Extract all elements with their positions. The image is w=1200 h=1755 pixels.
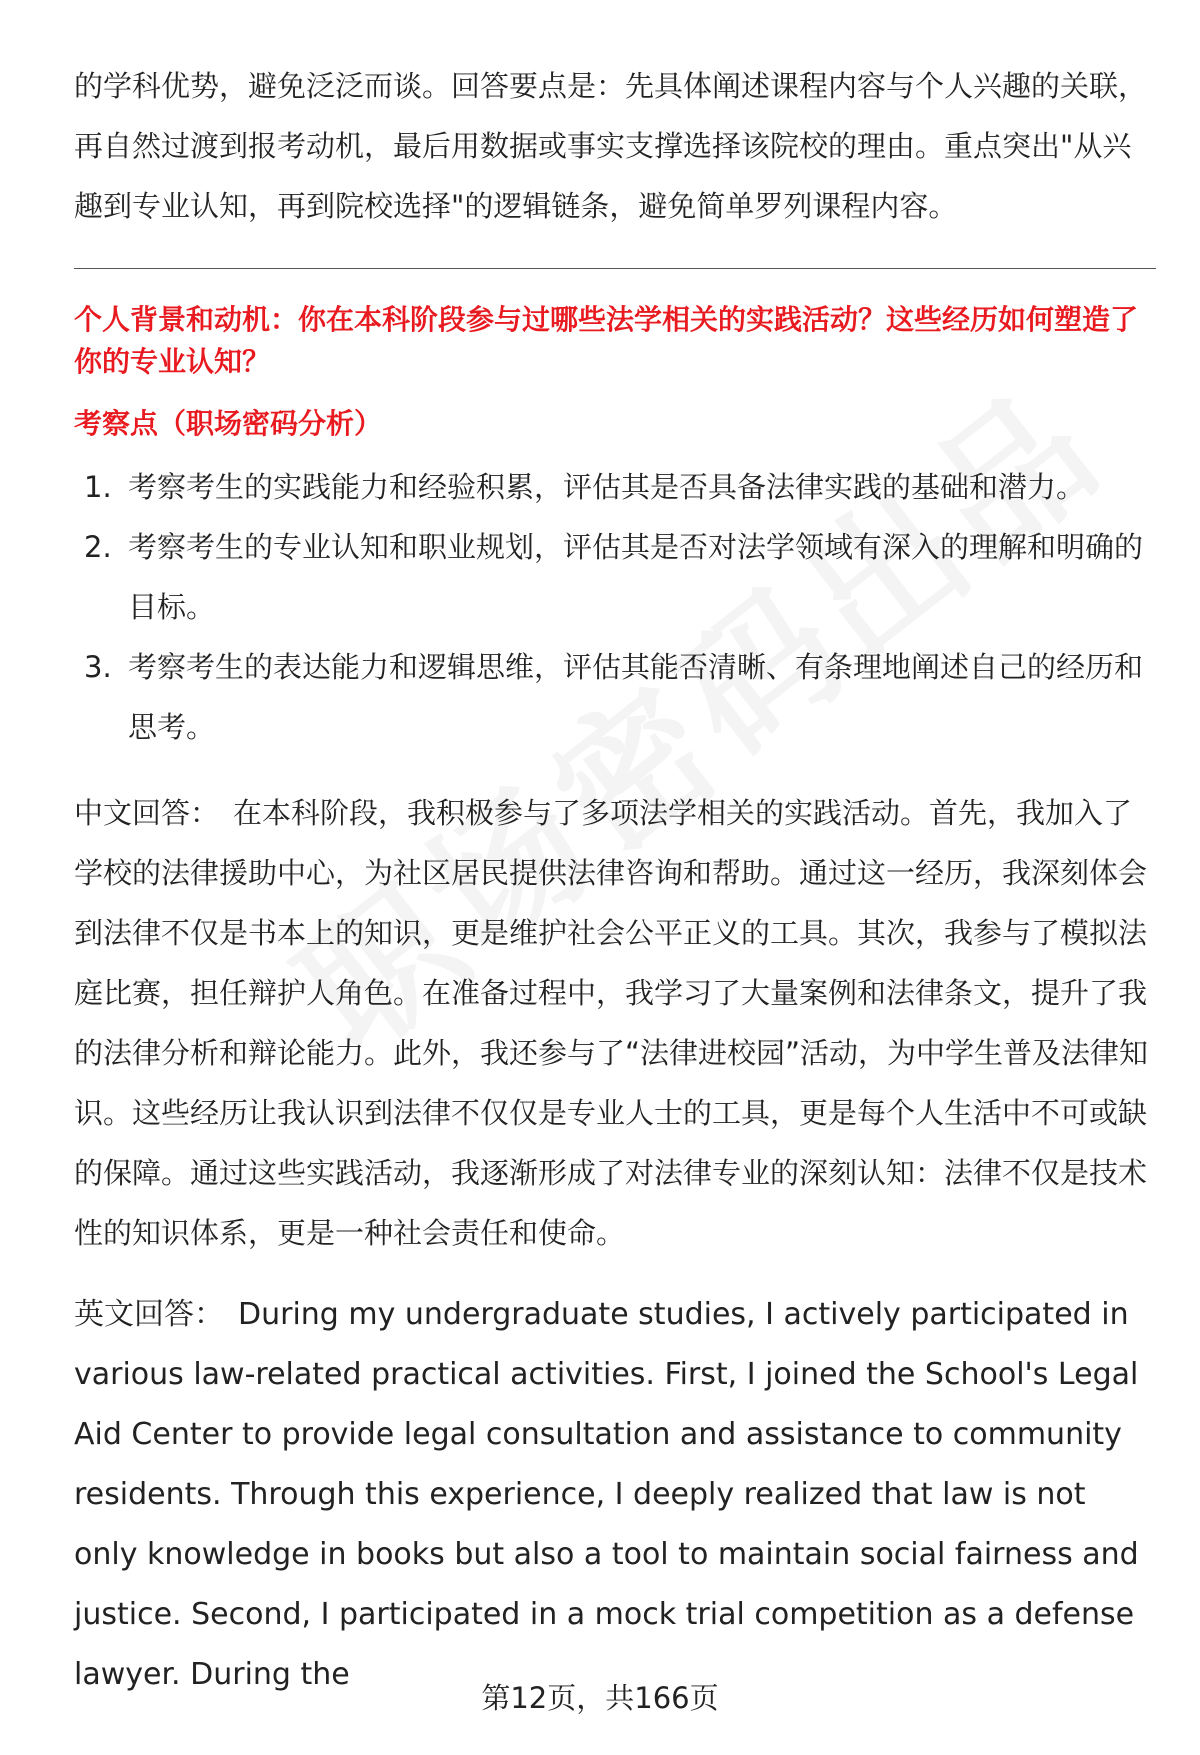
- english-answer-text: During my undergraduate studies, I actively participated in various law-related practical activities. First, I joined the School's Legal Aid Center to provide legal consultation and assistance to community residents. Through this experience, I deeply realized that law is not only knowledge in books but also a tool to maintain social fairness and justice. Second, I participated in a mock trial competition as a defense lawyer. During the: [74, 1297, 1139, 1692]
- assessment-point-text: 考察考生的专业认知和职业规划，评估其是否对法学领域有深入的理解和明确的目标。: [128, 530, 1144, 624]
- chinese-answer: [74, 783, 1156, 1263]
- chinese-answer-label: 中文回答：: [74, 796, 220, 830]
- intro-paragraph: 的学科优势，避免泛泛而谈。回答要点是：先具体阐述课程内容与个人兴趣的关联，再自然过渡到报考动机，最后用数据或事实支撑选择该院校的理由。重点突出"从兴趣到专业认知，再到院校选择"的逻辑链条，避免简单罗列课程内容。: [74, 69, 1148, 223]
- assessment-point: [74, 457, 1156, 517]
- list-number: 3.: [84, 650, 112, 684]
- assessment-point-text: 考察考生的实践能力和经验积累，评估其是否具备法律实践的基础和潜力。: [128, 470, 1086, 504]
- assessment-points-list: [74, 457, 1156, 757]
- page-number-footer: 第12页，共166页: [481, 1681, 719, 1715]
- question-heading: 个人背景和动机：你在本科阶段参与过哪些法学相关的实践活动？这些经历如何塑造了你的专业认知？: [74, 303, 1139, 378]
- assessment-point: [74, 517, 1156, 637]
- list-number: 1.: [84, 470, 112, 504]
- english-answer-label: 英文回答：: [74, 1297, 224, 1332]
- chinese-answer-text: 在本科阶段，我积极参与了多项法学相关的实践活动。首先，我加入了学校的法律援助中心，为社区居民提供法律咨询和帮助。通过这一经历，我深刻体会到法律不仅是书本上的知识，更是维护社会公平正义的工具。其次，我参与了模拟法庭比赛，担任辩护人角色。在准备过程中，我学习了大量案例和法律条文，提升了我的法律分析和辩论能力。此外，我还参与了“法律进校园”活动，为中学生普及法律知识。这些经历让我认识到法律不仅仅是专业人士的工具，更是每个人生活中不可或缺的保障。通过这些实践活动，我逐渐形成了对法律专业的深刻认知：法律不仅是技术性的知识体系，更是一种社会责任和使命。: [74, 796, 1149, 1250]
- assessment-point: [74, 637, 1156, 757]
- assessment-point-text: 考察考生的表达能力和逻辑思维，评估其能否清晰、有条理地阐述自己的经历和思考。: [128, 650, 1144, 744]
- page-content: [74, 56, 1156, 1705]
- english-answer: [74, 1285, 1156, 1705]
- list-number: 2.: [84, 530, 112, 564]
- section-divider: [74, 268, 1156, 269]
- assessment-heading: 考察点（职场密码分析）: [74, 407, 383, 440]
